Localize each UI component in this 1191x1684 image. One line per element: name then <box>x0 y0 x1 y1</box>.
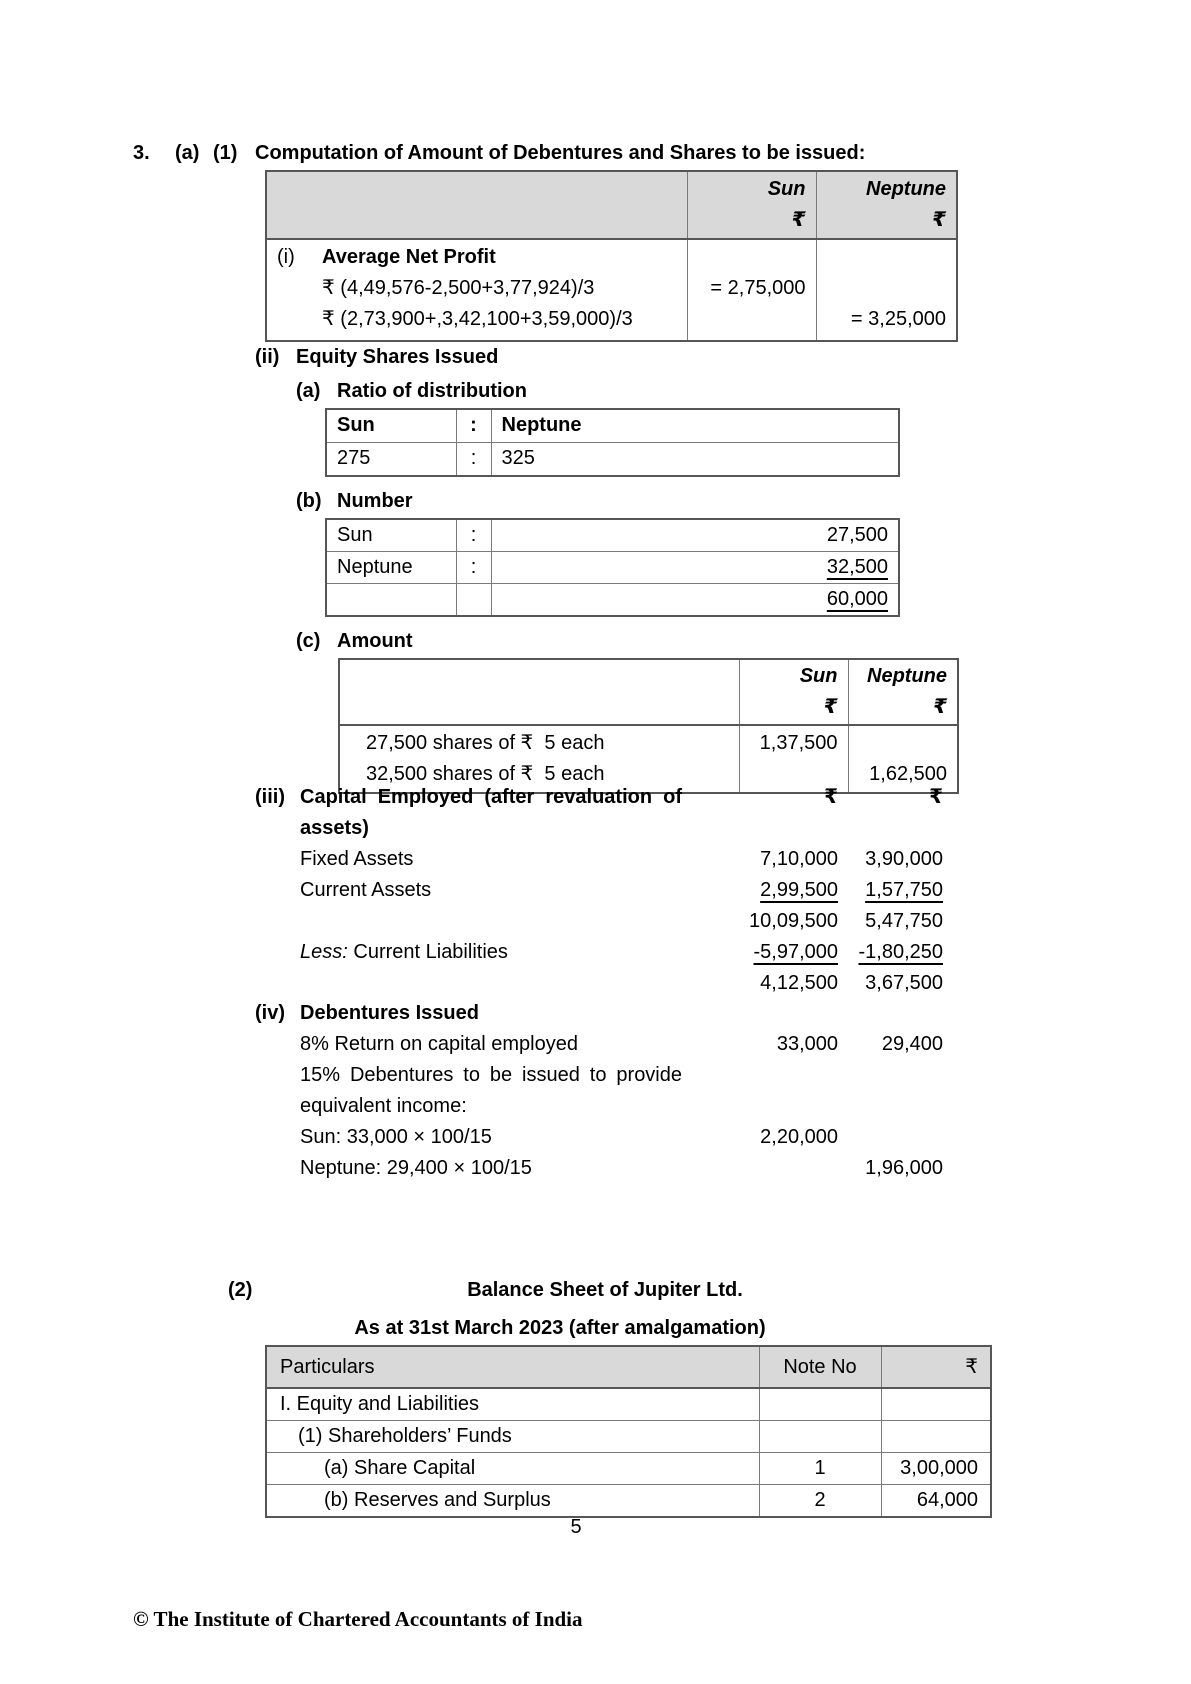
row-current-assets <box>255 875 957 906</box>
section-number: (iii) <box>255 786 285 808</box>
row-label: 8% Return on capital employed <box>300 1033 578 1055</box>
sun-share-amount: 1,37,500 <box>759 732 838 754</box>
sun-profit-formula: ₹ (4,49,576-2,500+3,77,924)/3 <box>322 277 595 299</box>
row-fixed-assets <box>255 844 957 875</box>
computation-table-body <box>266 239 957 341</box>
empty-header-cell <box>266 171 687 239</box>
subsection-number: (a) <box>296 380 321 402</box>
section-iv-debentures-issued <box>255 998 957 1184</box>
subsection-number: (c) <box>296 630 321 652</box>
neptune-values-cell <box>816 239 957 341</box>
section-number: (ii) <box>255 346 280 368</box>
subsection-b-heading <box>296 486 413 517</box>
rupee-symbol: ₹ <box>824 786 838 808</box>
balance-sheet-table <box>265 1345 992 1518</box>
row-less-current-liabilities <box>255 937 957 968</box>
particulars-cell <box>266 239 687 341</box>
particulars-cell: (1) Shareholders’ Funds <box>266 1421 759 1453</box>
less-prefix: Less: <box>300 941 348 963</box>
spacer-line <box>827 273 947 304</box>
company-label: Neptune <box>326 552 456 584</box>
note-cell <box>759 1421 881 1453</box>
subsection-number: (b) <box>296 490 322 512</box>
amount-cell <box>881 1388 991 1421</box>
number-row-sun <box>326 519 899 552</box>
sun-column-label: Sun <box>799 665 838 687</box>
neptune-value: -1,80,250 <box>858 941 943 963</box>
subsection-c-heading <box>296 626 413 657</box>
row-debentures-note <box>255 1060 957 1122</box>
computation-table-header <box>266 171 957 239</box>
sun-header-cell <box>687 171 816 239</box>
spacer-line <box>859 728 948 759</box>
note-line2: equivalent income: <box>300 1095 467 1117</box>
computation-table <box>265 170 958 342</box>
colon-separator: : <box>456 409 491 443</box>
subsection-title: Amount <box>337 630 413 652</box>
note-line1: 15% Debentures to be issued to provide <box>300 1064 682 1086</box>
answer-part-label: (a) <box>175 142 200 164</box>
debentures-note <box>300 1060 682 1122</box>
sun-value: 2,20,000 <box>760 1126 838 1148</box>
section-iii-heading-row <box>255 782 957 844</box>
subsection-title: Number <box>337 490 413 512</box>
row-label: Fixed Assets <box>300 848 414 870</box>
row-label: Current Assets <box>300 879 432 901</box>
sun-value: 10,09,500 <box>749 910 838 932</box>
section-title-line2: assets) <box>300 817 369 839</box>
neptune-value: 1,96,000 <box>865 1157 943 1179</box>
page-number: 5 <box>570 1516 582 1538</box>
subsection-title: Ratio of distribution <box>337 380 527 402</box>
section-iii-capital-employed <box>255 782 957 999</box>
colon-separator: : <box>456 443 491 477</box>
neptune-value: 3,67,500 <box>865 972 943 994</box>
ratio-neptune-value: 325 <box>491 443 899 477</box>
ratio-neptune-label: Neptune <box>491 409 899 443</box>
sun-value: 33,000 <box>776 1033 838 1055</box>
neptune-column-label: Neptune <box>866 178 946 200</box>
row-number: (i) <box>277 246 295 268</box>
rupee-symbol: ₹ <box>929 786 943 808</box>
sun-value: 7,10,000 <box>760 848 838 870</box>
row-return-on-capital <box>255 1029 957 1060</box>
rupee-symbol: ₹ <box>933 696 947 718</box>
note-cell: 2 <box>759 1485 881 1518</box>
rupee-symbol: ₹ <box>932 209 946 231</box>
sun-column-label: Sun <box>767 178 806 200</box>
section-number: (iv) <box>255 1002 285 1024</box>
part-number: (2) <box>228 1279 253 1301</box>
row-title: Average Net Profit <box>322 246 496 268</box>
sun-header-cell <box>739 659 848 725</box>
neptune-header-cell <box>848 659 958 725</box>
part-2-heading-row <box>0 1275 1191 1306</box>
row-sun-debentures <box>255 1122 957 1153</box>
section-title <box>300 782 682 844</box>
ratio-table <box>325 408 900 477</box>
neptune-profit-formula: ₹ (2,73,900+,3,42,100+3,59,000)/3 <box>322 308 633 330</box>
neptune-shares-description: 32,500 shares of ₹ 5 each <box>366 763 605 785</box>
row-share-capital <box>266 1453 991 1485</box>
section-title: Equity Shares Issued <box>296 346 499 368</box>
number-row-neptune <box>326 552 899 584</box>
section-iv-heading-row <box>255 998 957 1029</box>
sun-shares-description: 27,500 shares of ₹ 5 each <box>366 732 605 754</box>
balance-sheet-header <box>266 1346 991 1388</box>
copyright-footer: © The Institute of Chartered Accountants of India <box>133 1607 583 1631</box>
question-heading <box>133 138 865 169</box>
empty-header-cell <box>339 659 739 725</box>
particulars-cell: (a) Share Capital <box>266 1453 759 1485</box>
row-average-net-profit <box>267 242 677 273</box>
sun-value: 2,99,500 <box>760 879 838 901</box>
ratio-sun-value: 275 <box>326 443 456 477</box>
amount-cell <box>881 1421 991 1453</box>
section-title: Debentures Issued <box>300 1002 479 1024</box>
amount-table-header <box>339 659 958 725</box>
number-row-total <box>326 584 899 617</box>
neptune-value: 29,400 <box>881 1033 943 1055</box>
rupee-symbol: ₹ <box>881 1346 991 1388</box>
company-label: Sun <box>326 519 456 552</box>
rupee-symbol: ₹ <box>791 209 806 231</box>
ratio-sun-label: Sun <box>326 409 456 443</box>
heading-title: Computation of Amount of Debentures and Shares to be issued: <box>255 142 866 164</box>
spacer-line <box>827 242 947 273</box>
question-number: 3. <box>133 142 150 164</box>
empty-cell <box>456 584 491 617</box>
colon-separator: : <box>456 552 491 584</box>
neptune-value: 5,47,750 <box>865 910 943 932</box>
row-label: Sun: 33,000 × 100/15 <box>300 1126 492 1148</box>
neptune-share-count: 32,500 <box>491 552 899 584</box>
row-assets-total <box>255 906 957 937</box>
neptune-column-label: Neptune <box>867 665 947 687</box>
subsection-a-heading <box>296 376 527 407</box>
sun-value: 4,12,500 <box>760 972 838 994</box>
particulars-header: Particulars <box>266 1346 759 1388</box>
amount-cell: 3,00,000 <box>881 1453 991 1485</box>
row-label: Less: Current Liabilities <box>300 941 508 963</box>
neptune-value: 1,57,750 <box>865 879 943 901</box>
note-cell: 1 <box>759 1453 881 1485</box>
section-ii-heading <box>255 342 498 373</box>
rupee-symbol: ₹ <box>823 696 838 718</box>
row-neptune-debentures <box>255 1153 957 1184</box>
colon-separator: : <box>456 519 491 552</box>
neptune-value: 3,90,000 <box>865 848 943 870</box>
balance-sheet-title: Balance Sheet of Jupiter Ltd. <box>467 1279 743 1301</box>
particulars-cell: I. Equity and Liabilities <box>266 1388 759 1421</box>
ratio-header-row <box>326 409 899 443</box>
total-share-count: 60,000 <box>491 584 899 617</box>
empty-cell <box>326 584 456 617</box>
neptune-average-profit: = 3,25,000 <box>850 308 946 330</box>
row-capital-employed-net <box>255 968 957 999</box>
sun-average-profit: = 2,75,000 <box>710 277 806 299</box>
row-shareholders-funds <box>266 1421 991 1453</box>
amount-table <box>338 658 959 794</box>
ratio-value-row <box>326 443 899 477</box>
number-table <box>325 518 900 617</box>
section-title-line1: Capital Employed (after revaluation of <box>300 786 682 808</box>
sun-values-cell <box>687 239 816 341</box>
neptune-header-cell <box>816 171 957 239</box>
sun-share-count: 27,500 <box>491 519 899 552</box>
neptune-share-amount: 1,62,500 <box>869 763 947 785</box>
note-cell <box>759 1388 881 1421</box>
particulars-cell: (b) Reserves and Surplus <box>266 1485 759 1518</box>
row-label: Neptune: 29,400 × 100/15 <box>300 1157 532 1179</box>
note-no-header: Note No <box>759 1346 881 1388</box>
sun-value: -5,97,000 <box>753 941 838 963</box>
spacer-line <box>698 242 806 273</box>
row-equity-and-liabilities <box>266 1388 991 1421</box>
balance-sheet-subtitle: As at 31st March 2023 (after amalgamation) <box>354 1317 766 1339</box>
solution-step-label: (1) <box>213 142 238 164</box>
spacer-line <box>698 304 806 335</box>
amount-cell: 64,000 <box>881 1485 991 1518</box>
